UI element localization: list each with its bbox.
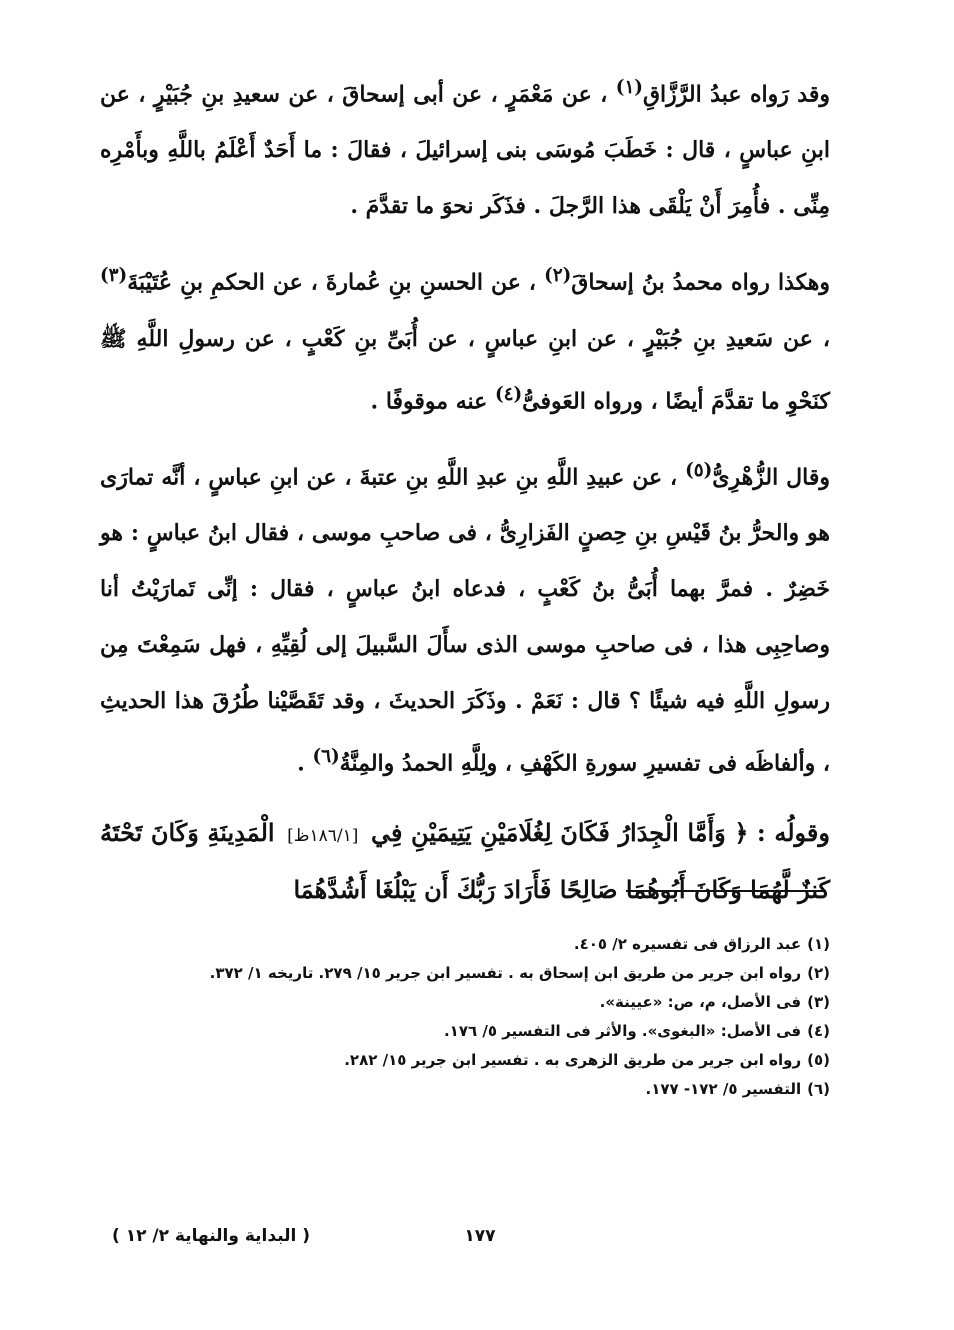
text-run: ، عن مَعْمَرٍ ، عن أبى إسحاقَ ، عن سعيدِ بنِ جُبَيْرٍ ، عن ابنِ عباسٍ ، قال : خَطَبَ مُوسَى بنى إسرائيلَ ، فقالَ : ما أَحَدٌ أَعْلَمُ باللَّهِ وبأَمْرِه مِنِّى . فأُمِرَ أَنْ يَلْقَى هذا الرَّجلَ . فذَكَر نحوَ ما تقدَّمَ . (100, 81, 830, 220)
page-number: ١٧٧ (464, 1226, 496, 1246)
footnote-ref: (٣) (100, 265, 128, 287)
footnote-divider (626, 890, 826, 892)
text-run: وهكذا رواه محمدُ بنُ إسحاقَ (571, 269, 831, 296)
text-run: وقد رَواه عبدُ الرَّزَّاقِ (642, 81, 830, 108)
footnote-text: رواه ابن جرير من طريق الزهرى به . تفسير ابن جرير ١٥/ ٢٨٢. (344, 1051, 802, 1069)
footnote-3 (160, 988, 830, 1017)
footnotes-list (160, 930, 830, 1104)
quran-paragraph (100, 806, 830, 917)
footnote-ref: (١) (615, 77, 643, 98)
text-run: . (297, 750, 313, 777)
footnote-ref: (٢) (544, 265, 572, 287)
footnote-number: (٥) (807, 1051, 830, 1069)
text-run: ، عن سَعيدِ بنِ جُبَيْرٍ ، عن ابنِ عباسٍ ، عن أُبَىِّ بنِ كَعْبٍ ، عن رسولِ اللَّهِ ﷺ كنَحْوِ ما تقدَّمَ أيضًا ، ورواه العَوفىُّ (100, 325, 830, 414)
footnote-1 (160, 930, 830, 959)
manuscript-folio-ref: [١٨٦/١ظ] (287, 825, 359, 846)
main-text (100, 60, 830, 931)
footnote-6 (160, 1075, 830, 1104)
footnote-5 (160, 1046, 830, 1075)
quran-lead: وقولُه : ﴿ وَأَمَّا الْجِدَارُ فَكَانَ لِغُلَامَيْنِ يَتِيمَيْنِ فِي (362, 817, 830, 847)
footnote-text: رواه ابن جرير من طريق ابن إسحاق به . تفسير ابن جرير ١٥/ ٢٧٩. تاريخه ١/ ٣٧٢. (209, 964, 802, 982)
text-run: وقال الزُّهْرِىُّ (712, 464, 830, 491)
paragraph-2 (100, 248, 830, 429)
footnote-number: (٢) (807, 964, 830, 982)
footnote-ref: (٦) (312, 746, 340, 768)
footnote-text: فى الأصل، م، ص: «عيينة». (599, 993, 802, 1011)
text-run: ، عن عبيدِ اللَّهِ بنِ عبدِ اللَّهِ بنِ عتبةَ ، عن ابنِ عباسٍ ، أنَّه تمارَى هو والحرُّ بنُ قَيْسِ بنِ حِصنٍ الفَزارِىُّ ، فى صاحبِ موسى ، فقال ابنُ عباسٍ : هو خَضِرٌ . فمرَّ بهما أُبَىُّ بنُ كَعْبٍ ، فدعاه ابنُ عباسٍ ، فقال : إنِّى تَمارَيْتُ أنا وصاحِبِى هذا ، فى صاحبِ موسى الذى سأَلَ السَّبيلَ إلى لُقِيِّهِ ، فهل سَمِعْتَ مِن رسولِ اللَّهِ فيه شيئًا ؟ قال : نَعَمْ . وذَكَرَ الحديثَ ، وقد تَقَصَّيْنا طُرُقَ هذا الحديثِ ، وألفاظَه فى تفسيرِ سورةِ الكَهْفِ ، ولِلَّهِ الحمدُ والمِنَّةُ (100, 464, 830, 777)
text-run: ، عن الحسنِ بنِ عُمارةَ ، عن الحكمِ بنِ عُتَيْبَةَ (127, 269, 545, 296)
footnote-text: التفسير ٥/ ١٧٢- ١٧٧. (645, 1080, 802, 1098)
text-run: عنه موقوفًا . (370, 387, 495, 414)
footnote-number: (١) (807, 935, 830, 953)
paragraph-3 (100, 443, 830, 792)
footnote-text: فى الأصل: «البغوى». والأثر فى التفسير ٥/ ١٧٦. (443, 1022, 802, 1040)
quran-tail: الْمَدِينَةِ وَكَانَ تَحْتَهُ كَنزٌ لَّهُمَا وَكَانَ أَبُوهُمَا صَالِحًا فَأَرَادَ رَبُّكَ أَن يَبْلُغَا أَشُدَّهُمَا (100, 817, 830, 904)
paragraph-1 (100, 60, 830, 234)
footnote-number: (٤) (807, 1022, 830, 1040)
footnote-number: (٣) (807, 993, 830, 1011)
footnote-text: عبد الرزاق فى تفسيره ٢/ ٤٠٥. (573, 935, 802, 953)
footnote-number: (٦) (807, 1080, 830, 1098)
book-reference: ( البداية والنهاية ٢/ ١٢ ) (112, 1226, 311, 1246)
footnote-ref: (٤) (494, 383, 523, 405)
footnote-2 (160, 959, 830, 988)
footnote-4 (160, 1017, 830, 1046)
footnote-ref: (٥) (685, 459, 713, 481)
page-footer (100, 1226, 830, 1256)
